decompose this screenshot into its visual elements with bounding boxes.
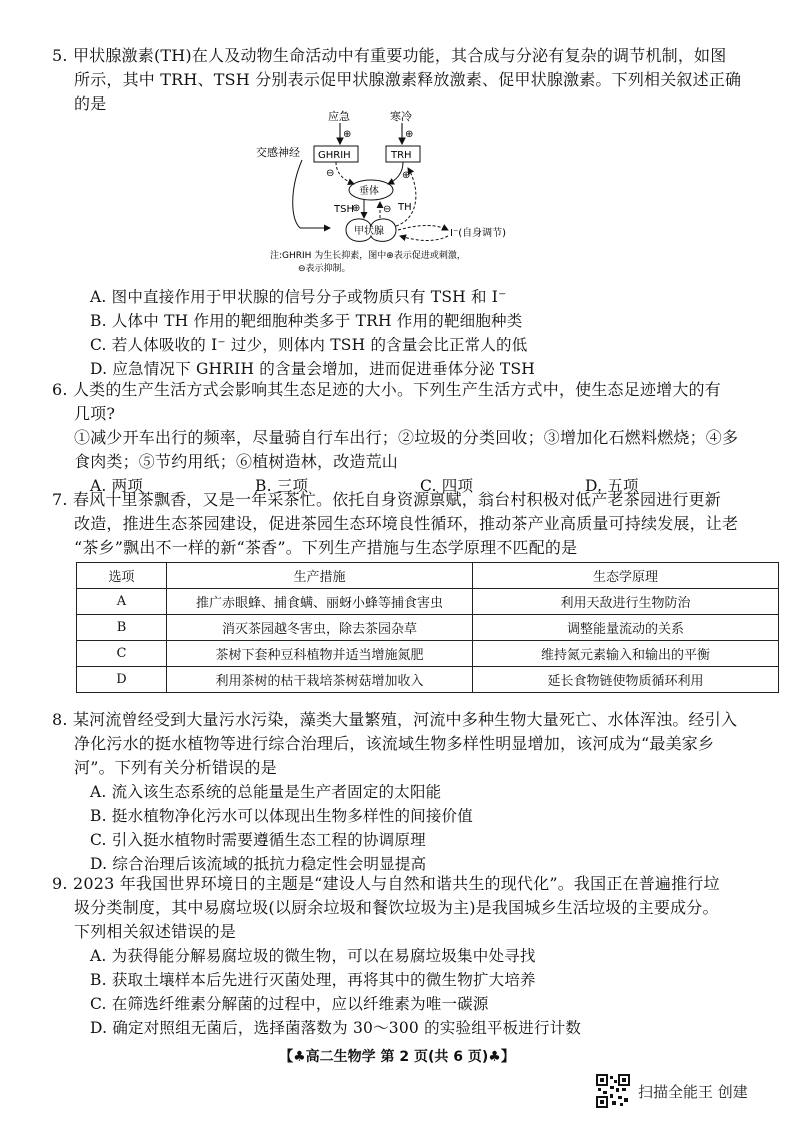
question-8-option-c: C. 引入挺水植物时需要遵循生态工程的协调原理 bbox=[90, 831, 426, 849]
diagram-note-line1: 注:GHRIH 为生长抑素，图中⊕表示促进或刺激， bbox=[270, 251, 466, 261]
question-8-option-b: B. 挺水植物净化污水可以体现出生物多样性的间接价值 bbox=[90, 807, 473, 825]
table-cell: 利用天敌进行生物防治 bbox=[473, 589, 779, 615]
table-header-principle: 生态学原理 bbox=[473, 563, 779, 589]
question-7-stem-line1: 7. 春风十里茶飘香，又是一年采茶忙。依托自身资源禀赋，翁台村积极对低产老茶园进行更新 bbox=[52, 490, 721, 509]
table-cell: 利用茶树的枯干栽培茶树菇增加收入 bbox=[167, 667, 473, 693]
table-row bbox=[77, 615, 779, 641]
plus-sign-tsh: ⊕ bbox=[352, 203, 361, 214]
minus-sign-ghrih: ⊖ bbox=[326, 168, 335, 179]
question-5-option-a: A. 图中直接作用于甲状腺的信号分子或物质只有 TSH 和 I⁻ bbox=[90, 288, 507, 306]
diagram-note-line2: ⊖表示抑制。 bbox=[298, 264, 351, 274]
question-7-stem-line2: 改造，推进生态茶园建设，促进茶园生态环境良性循环，推动茶产业高质量可持续发展，让老 bbox=[74, 514, 739, 533]
question-5-stem-line2: 所示，其中 TRH、TSH 分别表示促甲状腺激素释放激素、促甲状腺激素。下列相关叙述正确 bbox=[74, 70, 742, 89]
table-cell: D bbox=[77, 667, 167, 693]
page-footer: 【♣高二生物学 第 2 页(共 6 页)♣】 bbox=[279, 1049, 515, 1065]
question-6-list-line1: ①减少开车出行的频率，尽量骑自行车出行；②垃圾的分类回收；③增加化石燃料燃烧；④多 bbox=[74, 428, 739, 447]
table-row bbox=[77, 641, 779, 667]
table-cell: 延长食物链使物质循环利用 bbox=[473, 667, 779, 693]
scanner-watermark bbox=[596, 1074, 748, 1108]
question-5-option-c: C. 若人体吸收的 I⁻ 过少，则体内 TSH 的含量会比正常人的低 bbox=[90, 336, 528, 354]
question-6-option-a: A. 两项 bbox=[90, 477, 144, 495]
question-6-stem-line1: 6. 人类的生产生活方式会影响其生态足迹的大小。下列生产生活方式中，使生态足迹增大的有 bbox=[52, 380, 721, 399]
thyroid-label: 甲状腺 bbox=[354, 226, 384, 237]
question-6-list-line2: 食肉类；⑤节约用纸；⑥植树造林，改造荒山 bbox=[74, 452, 399, 471]
question-7 bbox=[52, 488, 750, 560]
question-5-option-d: D. 应急情况下 GHRIH 的含量会增加，进而促进垂体分泌 TSH bbox=[90, 360, 535, 378]
sympathetic-nerve-label: 交感神经 bbox=[256, 146, 300, 159]
table-cell: 维持氮元素输入和输出的平衡 bbox=[473, 641, 779, 667]
qr-code-icon bbox=[596, 1074, 630, 1108]
plus-sign-trh: ⊕ bbox=[402, 170, 411, 181]
question-9-option-c: C. 在筛选纤维素分解菌的过程中，应以纤维素为唯一碳源 bbox=[90, 995, 489, 1013]
question-9-option-b: B. 获取土壤样本后先进行灭菌处理，再将其中的微生物扩大培养 bbox=[90, 971, 536, 989]
question-6-option-c: C. 四项 bbox=[420, 477, 474, 495]
question-9-option-d: D. 确定对照组无菌后，选择菌落数为 30～300 的实验组平板进行计数 bbox=[90, 1019, 582, 1037]
question-7-stem-line3: “茶乡”飘出不一样的新“茶香”。下列生产措施与生态学原理不匹配的是 bbox=[74, 538, 578, 557]
question-6-option-d: D. 五项 bbox=[585, 477, 639, 495]
table-cell: A bbox=[77, 589, 167, 615]
question-8-option-d: D. 综合治理后该流域的抵抗力稳定性会明显提高 bbox=[90, 855, 427, 873]
question-9-stem-line3: 下列相关叙述错误的是 bbox=[74, 922, 237, 941]
table-cell: C bbox=[77, 641, 167, 667]
iodide-self-regulation-label: I⁻(自身调节) bbox=[450, 228, 507, 239]
question-8 bbox=[52, 708, 750, 876]
question-9-stem-line2: 圾分类制度，其中易腐垃圾(以厨余垃圾和餐饮垃圾为主)是我国城乡生活垃圾的主要成分。 bbox=[74, 898, 719, 917]
emergency-label: 应急 bbox=[328, 110, 350, 123]
question-6-stem-line2: 几项? bbox=[74, 404, 116, 423]
question-5-options bbox=[52, 285, 750, 381]
question-6 bbox=[52, 378, 750, 498]
question-5-stem-line3: 的是 bbox=[74, 94, 107, 113]
pituitary-label: 垂体 bbox=[359, 186, 379, 197]
table-cell: B bbox=[77, 615, 167, 641]
th-label: TH bbox=[398, 202, 412, 213]
table-row bbox=[77, 589, 779, 615]
question-8-stem-line3: 河”。下列有关分析错误的是 bbox=[74, 758, 277, 777]
question-9-stem-line1: 9. 2023 年我国世界环境日的主题是“建设人与自然和谐共生的现代化”。我国正在普遍推行垃 bbox=[52, 874, 720, 893]
cold-label: 寒冷 bbox=[390, 110, 412, 123]
table-cell: 茶树下套种豆科植物并适当增施氮肥 bbox=[167, 641, 473, 667]
minus-sign-th: ⊖ bbox=[383, 204, 392, 215]
question-9-option-a: A. 为获得能分解易腐垃圾的微生物，可以在易腐垃圾集中处寻找 bbox=[90, 947, 536, 965]
ghrih-label: GHRIH bbox=[318, 150, 351, 161]
question-7-table bbox=[76, 562, 779, 693]
question-5 bbox=[52, 44, 750, 116]
question-8-stem-line1: 8. 某河流曾经受到大量污水污染，藻类大量繁殖，河流中多种生物大量死亡、水体浑浊。经引入 bbox=[52, 710, 738, 729]
question-6-option-b: B. 三项 bbox=[255, 477, 309, 495]
plus-sign-cold: ⊕ bbox=[405, 129, 414, 140]
table-cell: 消灭茶园越冬害虫，除去茶园杂草 bbox=[167, 615, 473, 641]
question-5-option-b: B. 人体中 TH 作用的靶细胞种类多于 TRH 作用的靶细胞种类 bbox=[90, 312, 523, 330]
question-8-option-a: A. 流入该生态系统的总能量是生产者固定的太阳能 bbox=[90, 783, 442, 801]
table-header-measure: 生产措施 bbox=[167, 563, 473, 589]
table-row bbox=[77, 667, 779, 693]
plus-sign-emergency: ⊕ bbox=[343, 129, 352, 140]
trh-label: TRH bbox=[391, 150, 412, 161]
table-cell: 调整能量流动的关系 bbox=[473, 615, 779, 641]
question-5-stem-line1: 5. 甲状腺激素(TH)在人及动物生命活动中有重要功能，其合成与分泌有复杂的调节机制，如图 bbox=[52, 46, 727, 65]
thyroid-regulation-diagram bbox=[250, 108, 530, 284]
scanner-credit-text: 扫描全能王 创建 bbox=[638, 1082, 748, 1101]
table-header-option: 选项 bbox=[77, 563, 167, 589]
question-9 bbox=[52, 872, 750, 1040]
table-cell: 推广赤眼蜂、捕食螨、丽蚜小蜂等捕食害虫 bbox=[167, 589, 473, 615]
question-8-stem-line2: 净化污水的挺水植物等进行综合治理后，该流域生物多样性明显增加，该河成为“最美家乡 bbox=[74, 734, 715, 753]
table-header-row bbox=[77, 563, 779, 589]
tsh-label: TSH bbox=[334, 204, 354, 215]
